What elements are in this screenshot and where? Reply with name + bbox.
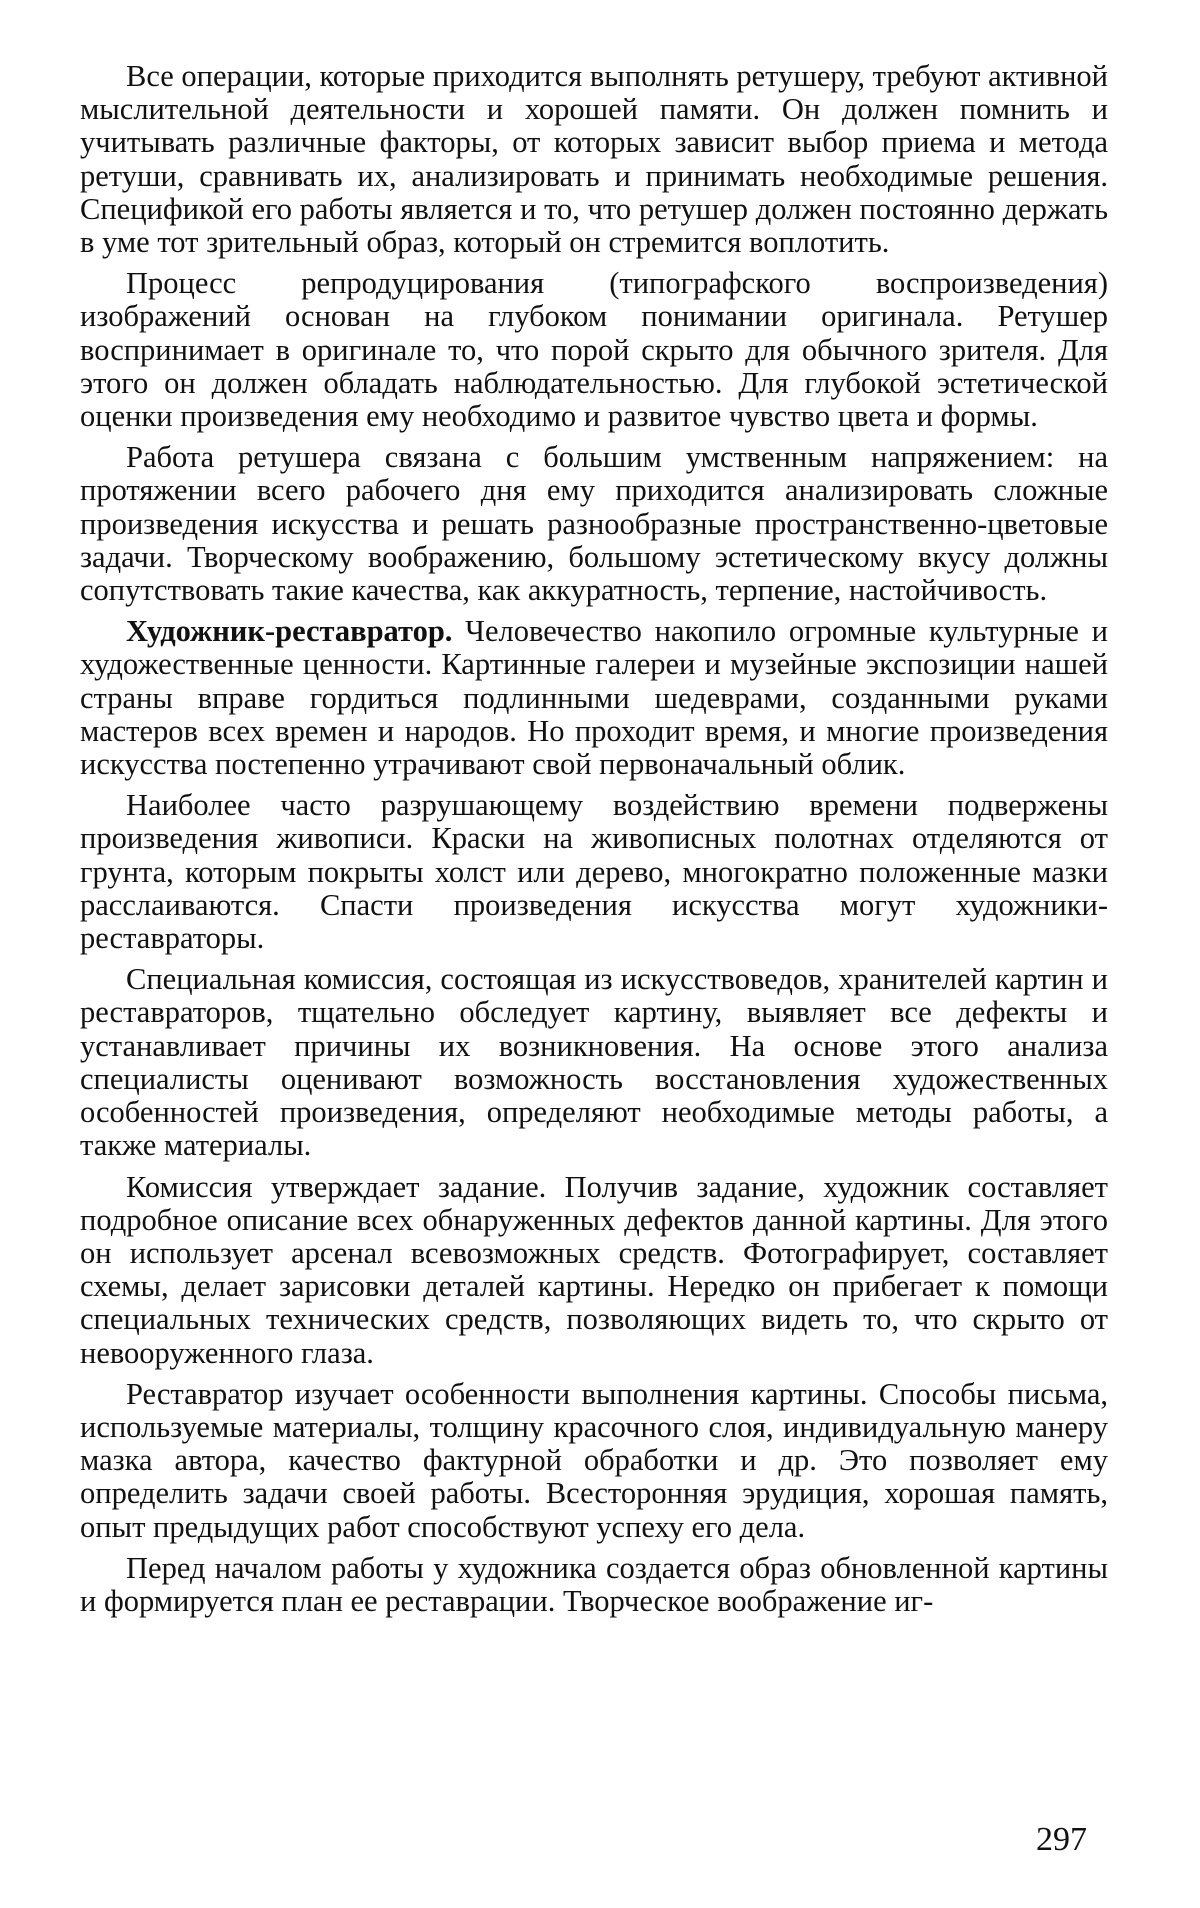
paragraph-text: Работа ретушера связана с большим умственным напряжением: на протяжении всего рабочего дня ему приходится анализировать сложные произведения искусства и решать разнообразные пространственно-цветовые задачи. Творческому воображению, большому эстетическому вкусу должны сопутствовать такие качества, как аккуратность, терпение, настойчивость.	[80, 440, 1108, 607]
paragraph-text: Комиссия утверждает задание. Получив задание, художник составляет подробное описание всех обнаруженных дефектов данной картины. Для этого он использует арсенал всевозможных средств. Фотографирует, составляет схемы, делает зарисовки деталей картины. Нередко он прибегает к помощи специальных технических средств, позволяющих видеть то, что скрыто от невооруженного глаза.	[80, 1170, 1108, 1370]
paragraph-text: Наиболее часто разрушающему воздействию времени подвержены произведения живописи. Краски на живописных полотнах отделяются от грунта, которым покрыты холст или дерево, многократно положенные мазки расслаиваются. Спасти произведения искусства могут художники-реставраторы.	[80, 788, 1108, 955]
paragraph-text: Процесс репродуцирования (типографского воспроизведения) изображений основан на глубоком понимании оригинала. Ретушер воспринимает в оригинале то, что порой скрыто для обычного зрителя. Для этого он должен обладать наблюдательностью. Для глубокой эстетической оценки произведения ему необходимо и развитое чувство цвета и формы.	[80, 266, 1108, 433]
paragraph-retoucher-operations	[80, 60, 1108, 259]
paragraph-text: Реставратор изучает особенности выполнения картины. Способы письма, используемые материалы, толщину красочного слоя, индивидуальную манеру мазка автора, качество фактурной обработки и др. Это позволяет ему определить задачи своей работы. Всесторонняя эрудиция, хорошая память, опыт предыдущих работ способствуют успеху его дела.	[80, 1377, 1108, 1544]
paragraph-text: Человечество накопило огромные культурные и художественные ценности. Картинные галереи и музейные экспозиции нашей страны вправе гордиться подлинными шедеврами, созданными руками мастеров всех времен и народов. Но проходит время, и многие произведения искусства постепенно утрачивают свой первоначальный облик.	[80, 614, 1108, 781]
paragraph-restorer-intro	[80, 615, 1108, 781]
book-page	[0, 0, 1200, 1908]
paragraph-restoration-plan	[80, 1552, 1108, 1618]
paragraph-special-commission	[80, 963, 1108, 1162]
paragraph-painting-damage	[80, 789, 1108, 955]
paragraph-reproduction-process	[80, 267, 1108, 433]
paragraph-text: Перед началом работы у художника создается образ обновленной картины и формируется план ее реставрации. Творческое воображение иг-	[80, 1551, 1108, 1618]
section-heading-restorer: Художник-реставратор.	[126, 614, 452, 648]
body-text	[80, 60, 1108, 1626]
paragraph-restorer-study	[80, 1378, 1108, 1544]
paragraph-text: Специальная комиссия, состоящая из искусствоведов, хранителей картин и реставраторов, тщательно обследует картину, выявляет все дефекты и устанавливает причины их возникновения. На основе этого анализа специалисты оценивают возможность восстановления художественных особенностей произведения, определяют необходимые методы работы, а также материалы.	[80, 962, 1108, 1162]
paragraph-commission-task	[80, 1171, 1108, 1370]
page-number: 297	[1036, 1820, 1087, 1860]
paragraph-mental-strain	[80, 441, 1108, 607]
paragraph-text: Все операции, которые приходится выполнять ретушеру, требуют активной мыслительной деятельности и хорошей памяти. Он должен помнить и учитывать различные факторы, от которых зависит выбор приема и метода ретуши, сравнивать их, анализировать и принимать необходимые решения. Спецификой его работы является и то, что ретушер должен постоянно держать в уме тот зрительный образ, который он стремится воплотить.	[80, 59, 1108, 259]
